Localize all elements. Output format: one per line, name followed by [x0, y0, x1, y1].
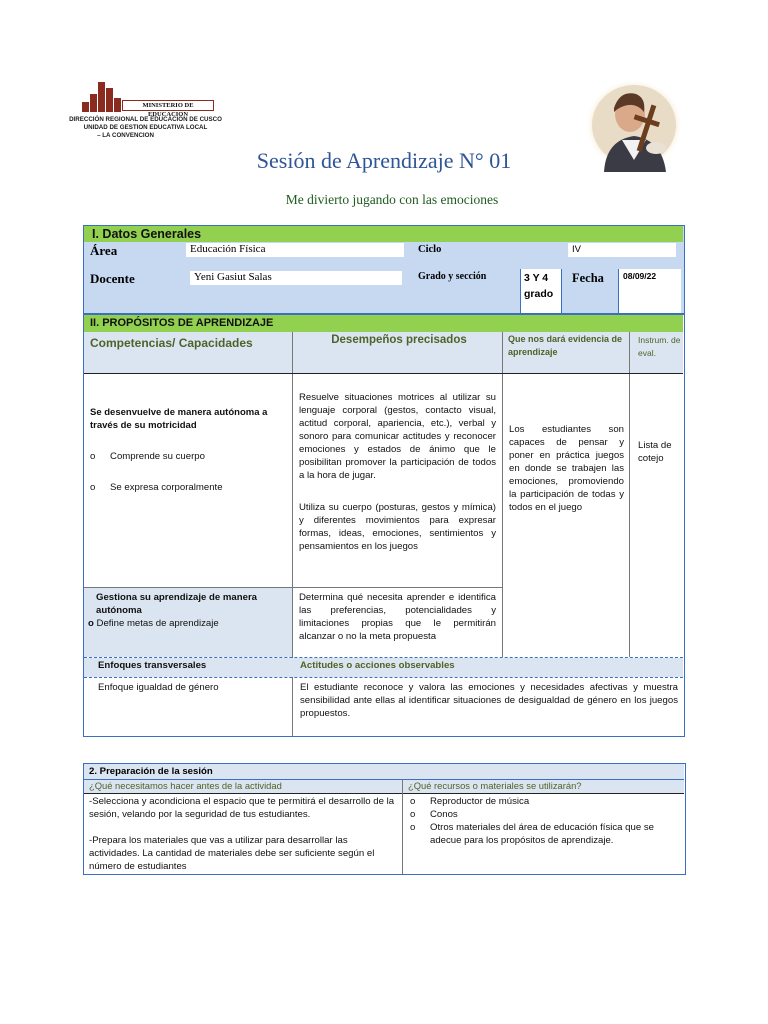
logo-line-2: UNIDAD DE GESTION EDUCATIVA LOCAL: [83, 124, 208, 131]
capacidad-1-1-label: Comprende su cuerpo: [110, 451, 205, 462]
col-evidencia: Que nos dará evidencia de aprendizaje: [508, 334, 623, 357]
instrumento-evaluacion: Lista de cotejo: [638, 440, 672, 464]
datos-generales-table: [83, 225, 685, 314]
logo-ministerio-text: MINISTERIO DE EDUCACION: [122, 100, 214, 111]
col-desempenos: Desempeños precisados: [331, 334, 467, 346]
evidencia-aprendizaje: Los estudiantes son capaces de pensar y poner en práctica juegos en donde se trabajen las emociones, promoviendo la participación de todas y todos en el juego: [509, 424, 624, 513]
desempeno-1b: Utiliza su cuerpo (posturas, gestos y mímica) y diferentes movimientos para expresar formas, ideas, emociones, sentimientos y pensamientos en los juegos: [299, 502, 496, 552]
col-antes: ¿Qué necesitamos hacer antes de la actividad: [89, 780, 282, 791]
preparacion-table: [83, 763, 686, 875]
capacidad-1-1: [90, 450, 286, 463]
bullet-marker: o: [90, 451, 96, 462]
recurso-item: [406, 808, 682, 821]
bullet-marker: o: [88, 618, 94, 629]
datos-generales-header: I. Datos Generales: [84, 226, 683, 242]
recurso-item: [406, 795, 682, 808]
propositos-table: [83, 314, 685, 737]
preparacion-header: 2. Preparación de la sesión: [84, 764, 684, 779]
session-subtitle: Me divierto jugando con las emociones: [285, 192, 499, 207]
actitud-value: El estudiante reconoce y valora las emociones y necesidades afectivas y muestra sensibilidad ante ellas al identificar situaciones de desigualdad de género en los juegos propuestos.: [300, 682, 678, 719]
actitudes-label: Actitudes o acciones observables: [300, 660, 455, 671]
col-recursos: ¿Qué recursos o materiales se utilizarán?: [408, 780, 582, 791]
propositos-header: II. PROPÓSITOS DE APRENDIZAJE: [84, 315, 683, 332]
recurso-label: Reproductor de música: [430, 796, 530, 807]
col-competencias: Competencias/ Capacidades: [90, 336, 253, 350]
desempeno-2: Determina qué necesita aprender e identifica las preferencias, potencialidades y limitaciones propias que le permitirán alcanzar o no la meta propuesta: [299, 592, 496, 642]
bullet-marker: o: [410, 809, 416, 820]
recurso-item: [406, 821, 682, 847]
recurso-label: Conos: [430, 809, 458, 820]
competencia-2-title: Gestiona su aprendizaje de manera autónoma: [96, 592, 258, 616]
recursos-list: [406, 795, 682, 847]
antes-paso-2: -Prepara los materiales que vas a utilizar para desarrollar las actividades. La cantidad de materiales debe ser suficiente según el número de estudiantes: [89, 835, 375, 872]
capacidad-2-1: [88, 617, 286, 630]
capacidad-1-2-label: Se expresa corporalmente: [110, 482, 223, 493]
bullet-marker: o: [410, 796, 416, 807]
fecha-label: Fecha: [572, 271, 604, 285]
recurso-label: Otros materiales del área de educación física que se adecue para los propósitos de aprendizaje.: [430, 822, 654, 846]
enfoque-value: Enfoque igualdad de género: [98, 682, 219, 693]
capacidad-1-2: [90, 481, 286, 494]
bullet-marker: o: [410, 822, 416, 833]
bullet-marker: o: [90, 482, 96, 493]
area-value: Educación Física: [186, 243, 404, 257]
col-instrum: Instrum. de eval.: [638, 335, 681, 358]
ministry-logo: [58, 80, 238, 150]
ciclo-label: Ciclo: [418, 244, 442, 255]
area-label: Área: [90, 243, 118, 258]
desempeno-1a: Resuelve situaciones motrices al utilizar su lenguaje corporal (gestos, contacto visual, actitud corporal, apariencia, etc.), verbal y sonoro para comunicar actitudes y reconocer emociones y estados de ánimo que le posibilitan promover la participación de todos a la hora de jugar.: [299, 392, 496, 481]
grado-value: 3 Y 4 grado: [520, 269, 562, 313]
logo-line-3: – LA CONVENCION: [97, 132, 154, 139]
session-title: Sesión de Aprendizaje N° 01: [256, 148, 512, 173]
docente-label: Docente: [90, 271, 135, 286]
capacidad-2-1-label: Define metas de aprendizaje: [96, 618, 219, 629]
enfoques-label: Enfoques transversales: [98, 660, 207, 671]
ciclo-value: IV: [568, 243, 676, 257]
docente-value: Yeni Gasiut Salas: [190, 271, 402, 285]
logo-line-1: DIRECCIÓN REGIONAL DE EDUCACIÓN DE CUSCO: [69, 116, 222, 123]
fecha-value: 08/09/22: [618, 269, 681, 313]
ministry-logo-bars: [82, 80, 124, 112]
grado-label: Grado y sección: [418, 271, 487, 282]
antes-paso-1: -Selecciona y acondiciona el espacio que te permitirá el desarrollo de la sesión, velando por la seguridad de tus estudiantes.: [89, 796, 395, 820]
competencia-1-title: Se desenvuelve de manera autónoma a través de su motricidad: [90, 407, 268, 431]
